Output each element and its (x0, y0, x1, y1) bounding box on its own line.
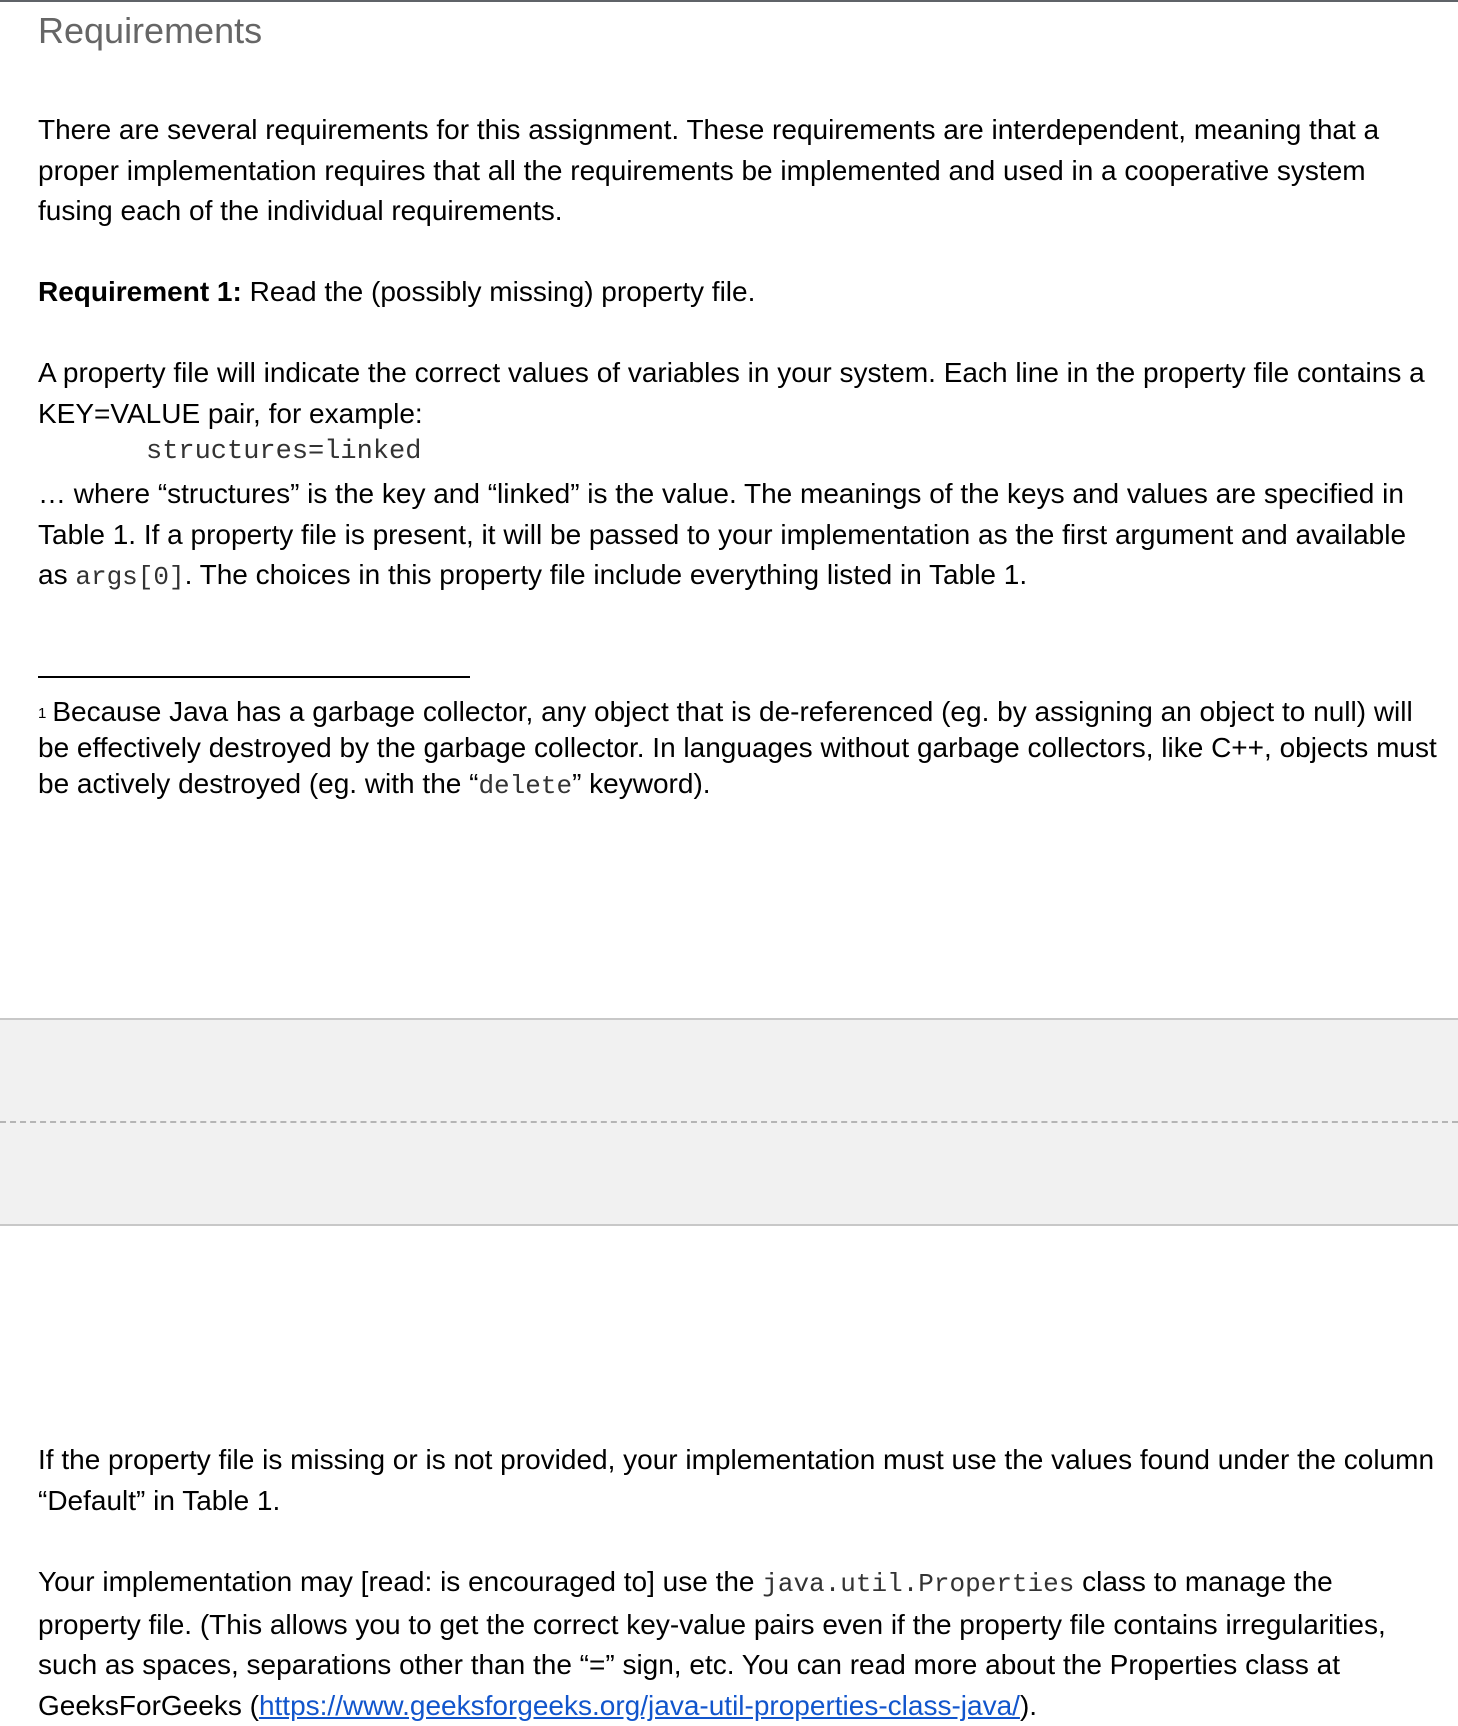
properties-text-start: Your implementation may [read: is encouraged to] use the (38, 1566, 763, 1597)
footnote (38, 694, 1448, 804)
requirement-1-paragraph (38, 272, 1438, 313)
properties-code: java.util.Properties (762, 1569, 1075, 1599)
footnote-separator (38, 676, 470, 678)
code-example: structures=linked (146, 437, 422, 467)
missing-file-paragraph: If the property file is missing or is not provided, your implementation must use the values found under the column “Default” in Table 1. (38, 1444, 1435, 1516)
footnote-text-start: Because Java has a garbage collector, any object that is de-referenced (eg. by assigning an object to null) will be effectively destroyed by the garbage collector. In languages without garbage collectors, like C++, objects must be actively destroyed (eg. with the “ (38, 696, 1437, 799)
properties-text-middle: class to manage the property file. (This allows you to get the correct key-value pairs even if the property file contains irregularities, such as spaces, separations other than the “=” sign, etc. You can read more about the Properties class at GeeksForGeeks ( (38, 1566, 1386, 1721)
properties-text-end: ). (1019, 1689, 1038, 1721)
footnote-text-end: ” keyword). (572, 768, 711, 799)
page-break-line (0, 1121, 1458, 1123)
property-file-paragraph: A property file will indicate the correct values of variables in your system. Each line in the property file contains a KEY=VALUE pair, for example: (38, 357, 1425, 429)
page-gap (0, 1018, 1458, 1226)
args-code: args[0] (75, 562, 185, 592)
section-heading: Requirements (38, 10, 263, 51)
intro-paragraph: There are several requirements for this assignment. These requirements are interdependent, meaning that a proper implementation requires that all the requirements be implemented and used in a cooperative system fusing each of the individual requirements. (38, 114, 1380, 226)
requirement-1-label: Requirement 1: (38, 276, 242, 307)
footnote-marker: 1 (38, 705, 47, 722)
requirement-1-text: Read the (possibly missing) property file. (241, 276, 756, 307)
explanation-text-start: … where “structures” is the key and “linked” is the value. The meanings of the keys and values are specified in Table 1. If a property file is present, it will be passed to your implementation as the first argument and available as (38, 478, 1407, 590)
geeksforgeeks-link[interactable]: https://www.geeksforgeeks.org/java-util-properties-class-java/ (258, 1689, 1020, 1721)
explanation-paragraph (38, 474, 1438, 598)
top-border (0, 0, 1458, 2)
delete-code: delete (478, 771, 573, 801)
explanation-text-end: . The choices in this property file include everything listed in Table 1. (184, 559, 1028, 590)
properties-class-paragraph (38, 1562, 1438, 1726)
